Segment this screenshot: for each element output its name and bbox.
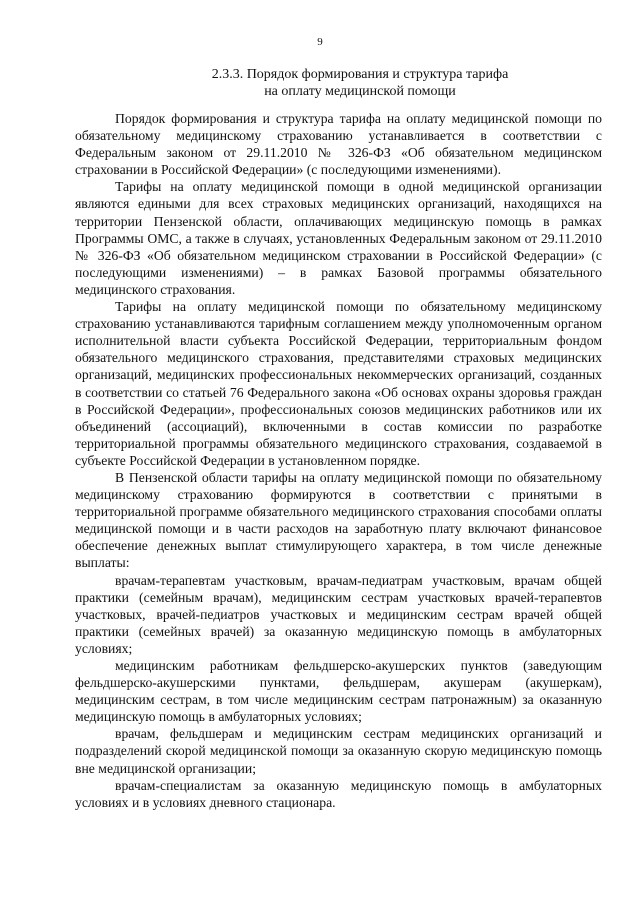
list-item: медицинским работникам фельдшерско-акушерских пунктов (заведующим фельдшерско-акушерскими пунктами, фельдшерам, акушерам (акушеркам), медицинским сестрам, в том числе медицинским сестрам патронажным) за оказанную медицинскую помощь в амбулаторных условиях; <box>75 658 602 725</box>
document-body <box>75 110 602 811</box>
paragraph: Тарифы на оплату медицинской помощи по обязательному медицинскому страхованию устанавливаются тарифным соглашением между уполномоченным органом исполнительной власти субъекта Российской Федерации, территориальным фондом обязательного медицинского страхования, представителями страховых медицинских организаций, медицинских профессиональных некоммерческих организаций, созданных в соответствии со статьей 76 Федерального закона «Об основах охраны здоровья граждан в Российской Федерации», профессиональных союзов медицинских работников или их объединений (ассоциаций), включенными в состав комиссии по разработке территориальной программы обязательного медицинского страхования, создаваемой в субъекте Российской Федерации в установленном порядке. <box>75 299 602 468</box>
list-item: врачам-специалистам за оказанную медицинскую помощь в амбулаторных условиях и в условиях дневного стационара. <box>75 777 602 810</box>
paragraph: В Пензенской области тарифы на оплату медицинской помощи по обязательному медицинскому страхованию формируются в соответствии с принятыми в территориальной программе обязательного медицинского страхования способами оплаты медицинской помощи и в части расходов на заработную плату включают финансовое обеспечение денежных выплат стимулирующего характера, в том числе денежные выплаты: <box>75 469 602 571</box>
paragraph: Порядок формирования и структура тарифа на оплату медицинской помощи по обязательному медицинскому страхованию устанавливается в соответствии с Федеральным законом от 29.11.2010 № 326-ФЗ «Об обязательном медицинском страховании в Российской Федерации» (с последующими изменениями). <box>75 111 602 178</box>
section-title-line-1: 2.3.3. Порядок формирования и структура тарифа <box>211 67 509 82</box>
paragraph: Тарифы на оплату медицинской помощи в одной медицинской организации являются едиными для всех страховых медицинских организаций, находящихся на территории Пензенской области, оплачивающих медицинскую помощь в рамках Программы ОМС, а также в случаях, установленных Федеральным законом от 29.11.2010 № 326-ФЗ «Об обязательном медицинском страховании в Российской Федерации» (с последующими изменениями) – в рамках Базовой программы обязательного медицинского страхования. <box>75 179 602 297</box>
page-number: 9 <box>317 36 323 48</box>
list-item: врачам, фельдшерам и медицинским сестрам медицинских организаций и подразделений скорой медицинской помощи за оказанную скорую медицинскую помощь вне медицинской организации; <box>75 726 602 776</box>
list-item: врачам-терапевтам участковым, врачам-педиатрам участковым, врачам общей практики (семейным врачам), медицинским сестрам участковых врачей-терапевтов участковых, врачей-педиатров участковых и медицинским сестрам врачей общей практики (семейных врачей) за оказанную медицинскую помощь в амбулаторных условиях; <box>75 572 602 656</box>
section-heading <box>170 66 550 100</box>
section-title-line-2: на оплату медицинской помощи <box>264 84 456 99</box>
